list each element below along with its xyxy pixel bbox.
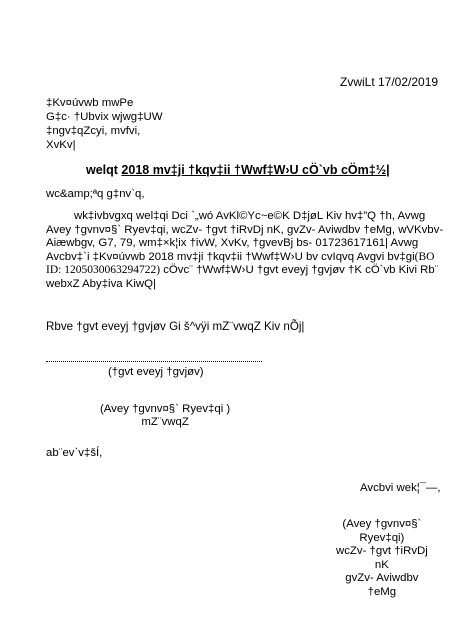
recipient-line-3: ‡ngv‡qZcyi, mvfvi, (46, 125, 141, 137)
bo-id: (BO ID: 1205030063294722) (46, 250, 435, 276)
sender-line: nK (374, 558, 389, 571)
closing: Avcbvi wek¦¯—, (360, 482, 441, 494)
attestation-request: Rbve †gvt eveyj †gvjøv Gi š^vÿi mZ¨vwqZ Kiv nÕj| (46, 320, 305, 333)
recipient-line-2: G‡c· †Ubvix wjwg‡UW (46, 111, 163, 123)
sender-line: gvZv- Aviwdbv (345, 572, 419, 584)
body-text-end: cÖvc¨ †Wwf‡W›U †gvt eveyj †gvjøv †K cÖ`vb Kivi Rb¨ webxZ Aby‡iva KiwQ| (46, 264, 439, 290)
body-text: wk‡ivbvgxq wel‡qi Dci `„wó AvKl©Yc~e©K D‡jøL Kiv hv‡”Q †h, Avwg Avey †gvnv¤§` Ryev‡qi, wcZv- †gvt †iRvDj nK, gvZv- Aviwdbv †eMg, wVKvbv- Aiæwbgv, G7, 79, wm‡×k¦ix †ivW, XvKv, †gvevBj bs- 01723617161| Avwg Avcbv‡`i ‡Kv¤úvwb 2018 mv‡ji †kqv‡ii †Wwf‡W›U bv cvIqvq Avgvi bv‡gi (46, 210, 444, 263)
sender-block (336, 518, 428, 599)
subject-text: 2018 mv‡ji †kqv‡ii †Wwf‡W›U cÖ`vb cÖm‡½| (121, 163, 390, 177)
sender-line: (Avey †gvnv¤§` (342, 518, 422, 530)
letter-subject (86, 164, 390, 177)
letter-body (46, 210, 446, 291)
sender-line: †eMg (367, 585, 397, 598)
recipient-line-4: XvKv| (46, 139, 76, 151)
thanks-line: ab¨ev`v‡šÍ, (46, 447, 103, 459)
attesting-officer (100, 403, 230, 429)
recipient-line-1: ‡Kv¤úvwb mwPe (46, 97, 134, 109)
officer-title: mZ¨vwqZ (141, 416, 189, 428)
signature-caption: (†gvt eveyj †gvjøv) (108, 366, 204, 378)
officer-name: (Avey †gvnv¤§` Ryev‡qi ) (100, 403, 231, 415)
letter-date: ZvwiLt 17/02/2019 (340, 75, 439, 89)
signature-line (46, 361, 262, 362)
sender-line: Ryev‡qi) (359, 531, 405, 544)
salutation: wc&amp;ªq g‡nv`q, (46, 188, 145, 200)
sender-line: wcZv- †gvt †iRvDj (336, 545, 428, 557)
subject-prefix: welqt (86, 163, 122, 177)
